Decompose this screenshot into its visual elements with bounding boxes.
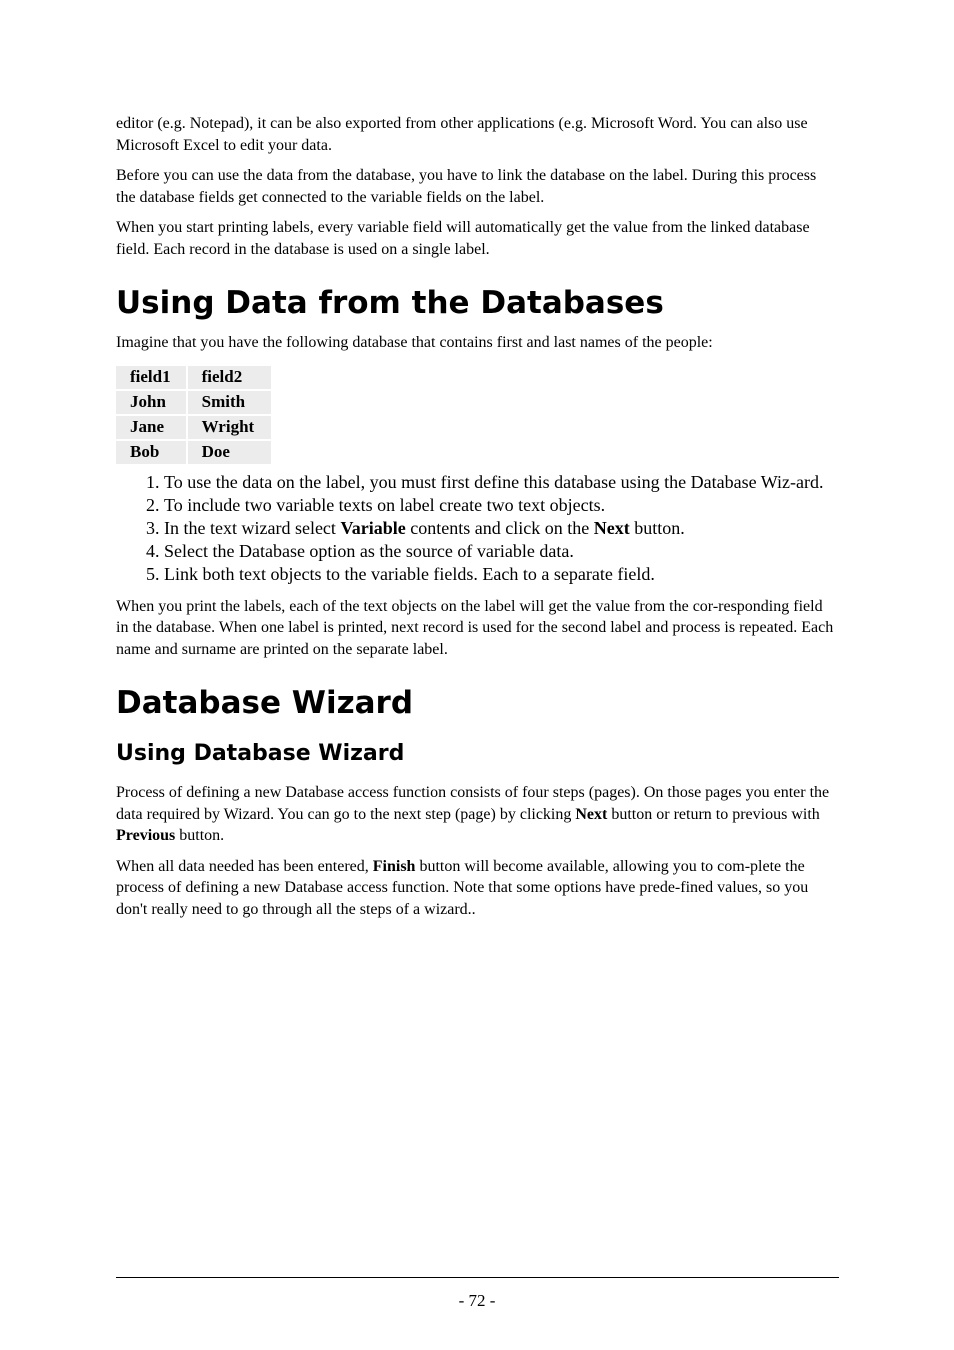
step-text: contents and click on the	[405, 517, 594, 538]
bold-term: Variable	[340, 517, 406, 538]
table-header-row	[116, 366, 271, 389]
intro-paragraph-2: Before you can use the data from the database, you have to link the database on the label. During this process the database fields get connected to the variable fields on the label.	[116, 167, 817, 206]
table-header-cell: field1	[116, 366, 186, 389]
paragraph-text: button will become available, allowing you to com-plete the process of defining a new Database access function. Note that some options have prede-fined values, so you don't really need to go through all the steps of a wizard..	[116, 857, 809, 918]
section-heading-database-wizard: Database Wizard	[116, 685, 414, 721]
table-cell: Wright	[188, 416, 271, 439]
paragraph-text: button.	[175, 827, 225, 844]
list-item	[164, 540, 838, 563]
bold-term: Next	[593, 517, 630, 538]
table-cell: Smith	[188, 391, 271, 414]
wizard-paragraph-2	[116, 856, 838, 921]
list-item	[164, 563, 838, 586]
table-row	[116, 416, 271, 439]
intro-paragraph-3: When you start printing labels, every variable field will automatically get the value from the linked database field. Each record in the database is used on a single label.	[116, 219, 810, 258]
table-cell: Jane	[116, 416, 186, 439]
list-item	[164, 494, 838, 517]
steps-list	[116, 471, 838, 586]
step-text: To use the data on the label, you must first define this database using the Database Wiz-ard.	[164, 471, 824, 492]
footer-divider	[116, 1277, 839, 1278]
subsection-heading: Using Database Wizard	[116, 741, 405, 766]
section-heading-using-data: Using Data from the Databases	[116, 285, 664, 321]
table-header-cell: field2	[188, 366, 271, 389]
table-cell: Bob	[116, 441, 186, 464]
bold-term: Next	[575, 805, 608, 823]
intro-paragraph-1: editor (e.g. Notepad), it can be also exported from other applications (e.g. Microsoft Word. You can also use Microsoft Excel to edit your data.	[116, 115, 808, 154]
step-text: To include two variable texts on label create two text objects.	[164, 494, 606, 515]
step-text: In the text wizard select	[164, 517, 341, 538]
paragraph-text: Process of defining a new Database access function consists of four steps (pages). On those pages you enter the data required by Wizard. You can go to the next step (page) by clicking	[116, 784, 830, 823]
section-after-paragraph: When you print the labels, each of the text objects on the label will get the value from the cor-responding field in the database. When one label is printed, next record is used for the second label and process is repeated. Each name and surname are printed on the separate label.	[116, 597, 834, 658]
page-content	[116, 113, 838, 929]
step-text: Link both text objects to the variable fields. Each to a separate field.	[164, 563, 655, 584]
step-text: Select the Database option as the source of variable data.	[164, 540, 574, 561]
paragraph-text: When all data needed has been entered,	[116, 857, 373, 875]
wizard-paragraph-1	[116, 782, 838, 847]
list-item	[164, 517, 838, 540]
section-lead-paragraph: Imagine that you have the following database that contains first and last names of the people:	[116, 334, 713, 351]
bold-term: Finish	[372, 857, 416, 875]
database-example-table	[114, 364, 273, 466]
table-cell: John	[116, 391, 186, 414]
bold-term: Previous	[116, 827, 176, 844]
step-text: button.	[629, 517, 685, 538]
table-cell: Doe	[188, 441, 271, 464]
paragraph-text: button or return to previous with	[607, 805, 820, 823]
table-row	[116, 391, 271, 414]
list-item	[164, 471, 838, 494]
table-row	[116, 441, 271, 464]
page-number: - 72 -	[458, 1291, 496, 1310]
